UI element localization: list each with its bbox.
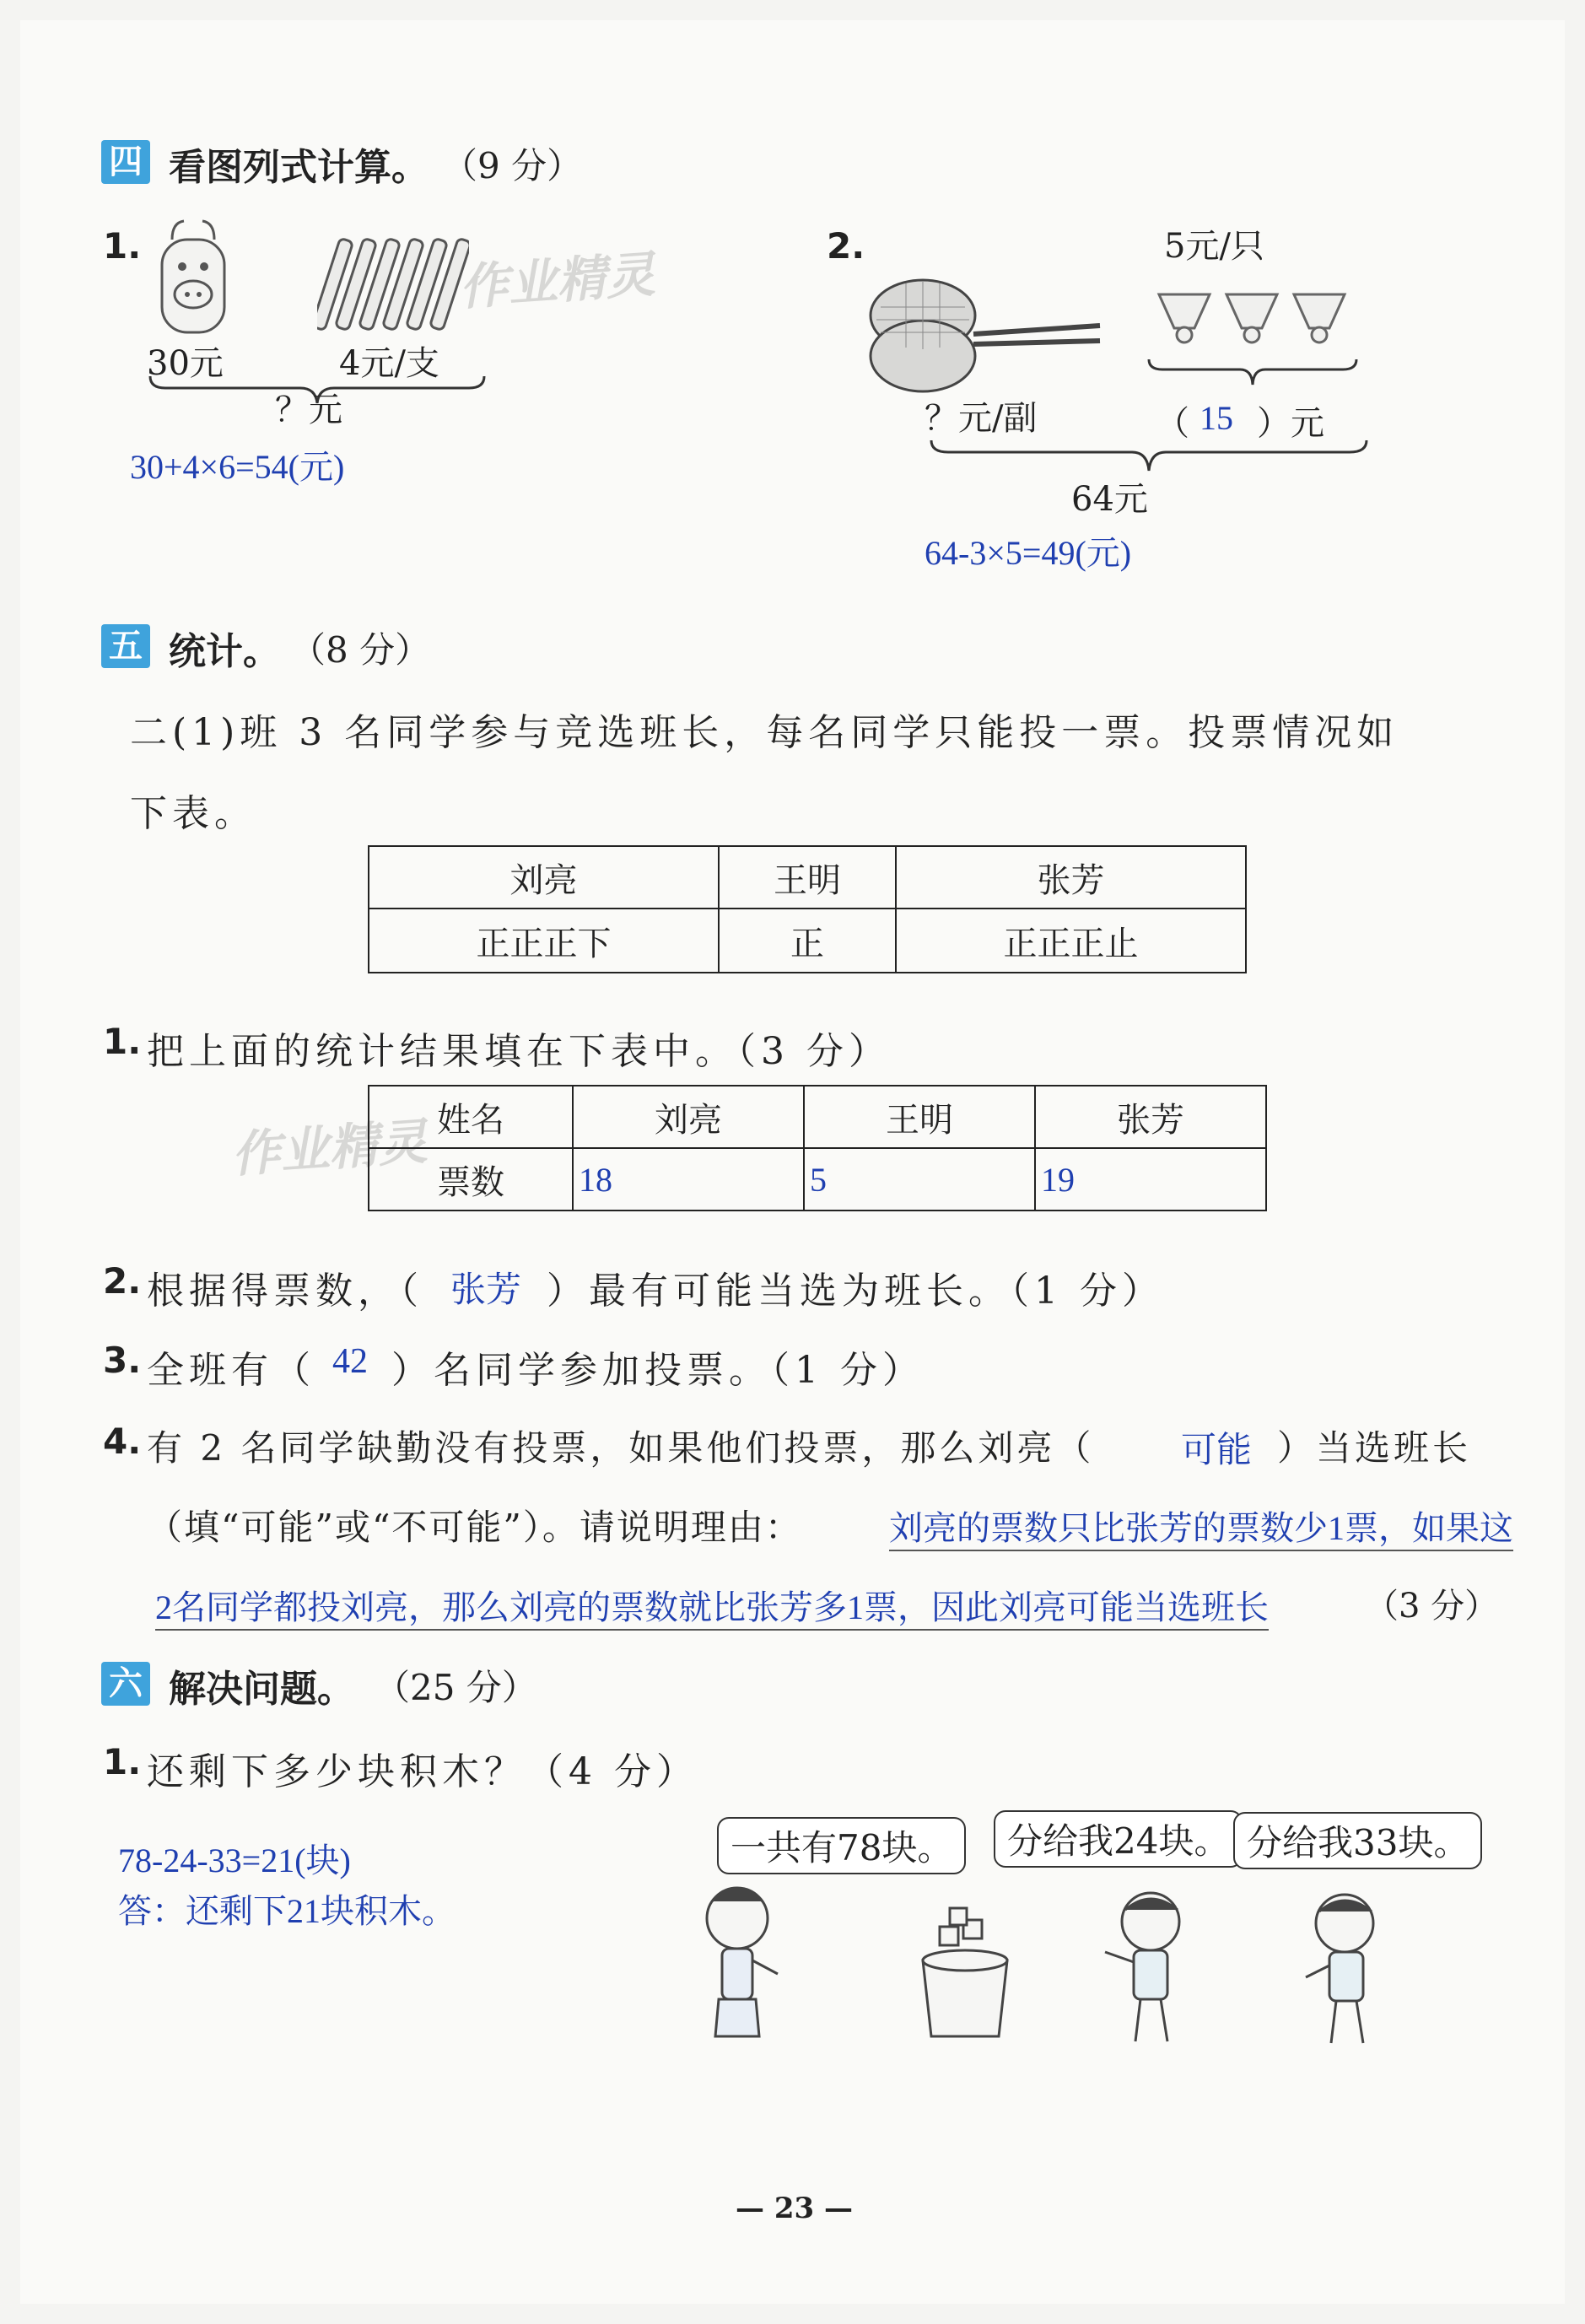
tally-cell: 正正正下 — [369, 909, 719, 973]
tally-cell: 正 — [719, 909, 896, 973]
question-text: （填“可能”或“不可能”）。请说明理由： — [147, 1507, 802, 1548]
intro-text: 二(1)班 3 名同学参与竞选班长，每名同学只能投一票。投票情况如 — [130, 711, 1399, 754]
page-number: — 23 — — [736, 2192, 853, 2225]
question-number: 1. — [103, 1021, 142, 1062]
answer-text: 可能 — [1181, 1432, 1253, 1470]
shuttlecocks-illustration — [1151, 286, 1353, 353]
answer-text: 64-3×5=49(元) — [925, 534, 1132, 572]
name-cell: 张芳 — [1035, 1086, 1266, 1148]
tally-header: 刘亮 — [369, 846, 719, 909]
question-number: 1. — [103, 225, 142, 267]
intro-text: 下表。 — [130, 792, 256, 835]
question-text: ）名同学参加投票。（1 分） — [391, 1349, 925, 1392]
unit-brace — [1147, 358, 1358, 391]
section-score: （9 分） — [442, 145, 583, 186]
tally-header: 张芳 — [896, 846, 1246, 909]
section-title: 看图列式计算。 — [169, 146, 429, 189]
answer-text: 答：还剩下21块积木。 — [118, 1892, 456, 1930]
answer-text: 78-24-33=21(块) — [118, 1841, 351, 1879]
name-cell: 刘亮 — [573, 1086, 804, 1148]
section-title: 统计。 — [169, 630, 280, 673]
racket-price-label: ？元/副 — [925, 399, 1038, 438]
question-number: 4. — [103, 1421, 142, 1462]
bracket-close: ）元 — [1257, 404, 1324, 443]
question-number: 2. — [103, 1260, 142, 1302]
speech-bubble: 分给我33块。 — [1233, 1812, 1482, 1869]
section-badge: 六 — [101, 1662, 150, 1706]
left-price: 30元 — [147, 344, 224, 383]
row-header: 姓名 — [369, 1086, 573, 1148]
answer-text: 30+4×6=54(元) — [130, 448, 345, 486]
question-text: 还剩下多少块积木？（4 分） — [147, 1750, 698, 1793]
question-text: 根据得票数，（ — [147, 1270, 423, 1313]
answer-text: 42 — [332, 1342, 368, 1381]
section-badge: 四 — [101, 140, 150, 184]
vote-cell: 5 — [804, 1148, 1035, 1211]
total-label: 64元 — [1071, 480, 1148, 519]
name-cell: 王明 — [804, 1086, 1035, 1148]
tally-table — [368, 845, 1247, 973]
speech-bubble: 一共有78块。 — [717, 1817, 966, 1874]
shuttlecock-total-answer: 15 — [1200, 399, 1233, 437]
watermark: 作业精灵 — [457, 245, 657, 316]
answer-text: 张芳 — [450, 1271, 522, 1310]
section-score: （25 分） — [375, 1667, 537, 1708]
speech-bubble: 分给我24块。 — [994, 1810, 1243, 1868]
section-score: （8 分） — [290, 629, 431, 671]
worksheet-page — [20, 20, 1565, 2304]
section-title: 解决问题。 — [169, 1668, 354, 1711]
tally-header: 王明 — [719, 846, 896, 909]
right-price: 4元/支 — [339, 344, 439, 383]
children-illustration — [678, 1868, 1437, 2062]
vote-cell: 18 — [573, 1148, 804, 1211]
question-number: 2. — [827, 225, 865, 267]
unit-price: 5元/只 — [1164, 227, 1264, 266]
vote-count-table — [368, 1085, 1267, 1211]
total-brace — [930, 439, 1368, 477]
question-number: 3. — [103, 1340, 142, 1381]
bracket-open: （ — [1156, 404, 1189, 443]
total-label: ？元 — [275, 391, 342, 429]
watermark: 作业精灵 — [229, 1112, 429, 1184]
reason-text: 刘亮的票数只比张芳的票数少1票，如果这 — [889, 1502, 1513, 1551]
section-badge: 五 — [101, 624, 150, 668]
question-text: ）当选班长 — [1277, 1427, 1472, 1469]
tally-cell: 正正正止 — [896, 909, 1246, 973]
pens-illustration — [317, 221, 469, 339]
row-header: 票数 — [369, 1148, 573, 1211]
backpack-illustration — [147, 214, 240, 341]
rackets-illustration — [864, 273, 1108, 400]
reason-text: 2名同学都投刘亮，那么刘亮的票数就比张芳多1票，因此刘亮可能当选班长 — [155, 1581, 1269, 1631]
vote-cell: 19 — [1035, 1148, 1266, 1211]
question-text: 把上面的统计结果填在下表中。（3 分） — [147, 1030, 891, 1073]
question-text: 有 2 名同学缺勤没有投票，如果他们投票，那么刘亮（ — [147, 1427, 1095, 1469]
question-text: 全班有（ — [147, 1349, 315, 1392]
question-number: 1. — [103, 1741, 142, 1782]
question-text: ）最有可能当选为班长。（1 分） — [547, 1270, 1164, 1313]
question-score: （3 分） — [1365, 1587, 1499, 1626]
